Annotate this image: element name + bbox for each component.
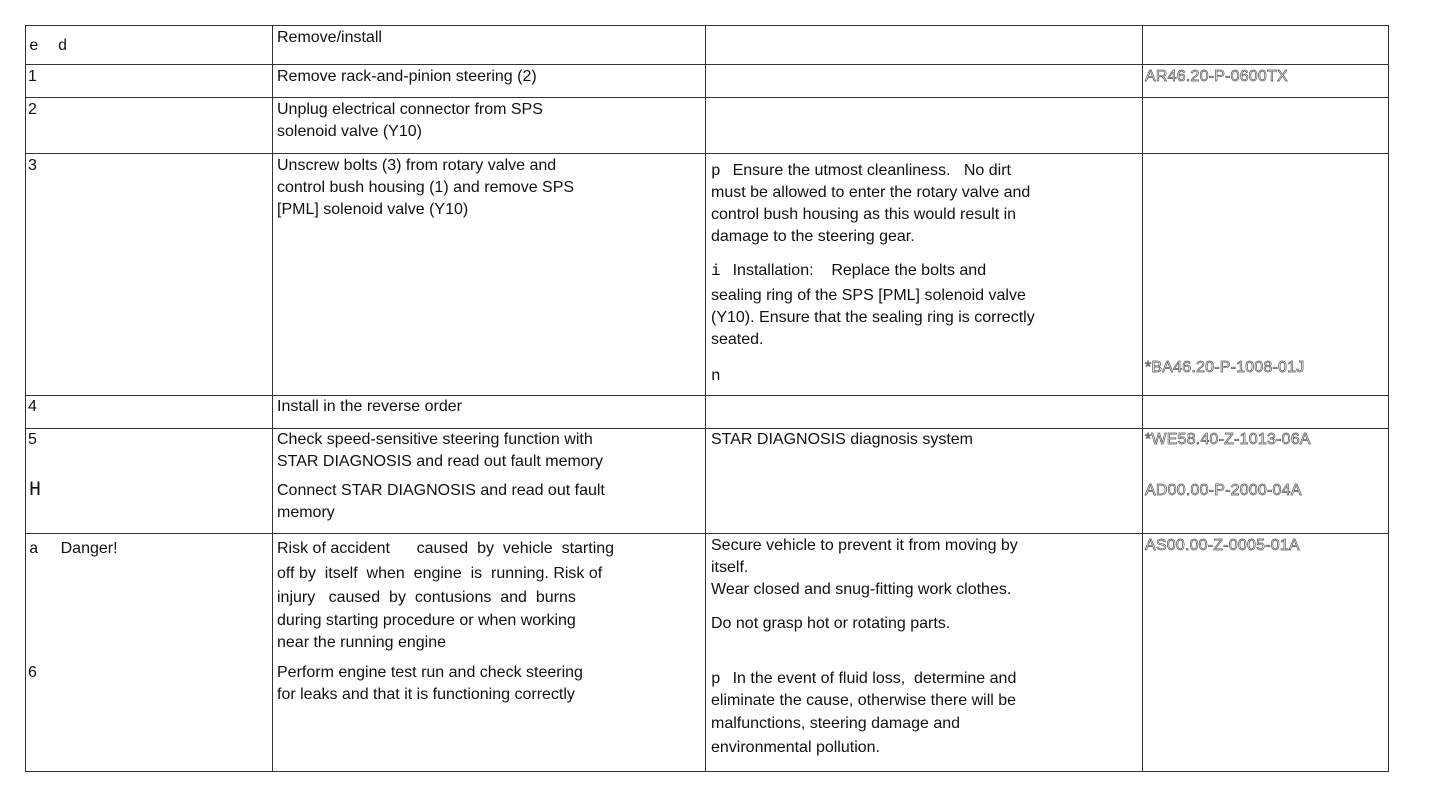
note-text: Installation: Replace the bolts and (732, 262, 987, 279)
note-text: sealing ring of the SPS [PML] solenoid valve (711, 287, 1026, 304)
danger-label: Danger! (60, 540, 118, 557)
safety-measure: Secure vehicle to prevent it from moving by (711, 537, 1018, 554)
note-text: damage to the steering gear. (711, 228, 915, 245)
step-number: 2 (28, 101, 37, 118)
hint-icon: H (29, 479, 42, 502)
step-action: Install in the reverse order (277, 398, 462, 415)
row-divider (25, 64, 1389, 65)
caution-icon: p (711, 670, 721, 688)
note-cleanliness (711, 160, 1011, 182)
danger-icon: a (29, 540, 39, 558)
procedure-table (25, 25, 1389, 772)
note-text: control bush housing as this would result in (711, 206, 1017, 223)
step-action-line: Unplug electrical connector from SPS (277, 101, 543, 118)
step-action-line: Connect STAR DIAGNOSIS and read out fault (277, 482, 605, 499)
step-action-line: [PML] solenoid valve (Y10) (277, 201, 469, 218)
step-action-line: memory (277, 504, 335, 521)
row-divider (25, 97, 1389, 98)
step-action-line: control bush housing (1) and remove SPS (277, 179, 575, 196)
special-tool: STAR DIAGNOSIS diagnosis system (711, 431, 973, 448)
column-divider (272, 25, 273, 772)
row-divider (25, 395, 1389, 396)
step-number: 3 (28, 157, 37, 174)
step-action-line: Unscrew bolts (3) from rotary valve and (277, 157, 557, 174)
document-reference: AR46.20-P-0600TX (1145, 68, 1288, 85)
safety-measure: itself. (711, 559, 749, 576)
step-action-line: Perform engine test run and check steering (277, 664, 583, 681)
note-text: Ensure the utmost cleanliness. No dirt (732, 162, 1011, 179)
step-number: 1 (28, 68, 37, 85)
tightening-torque-icon: n (711, 367, 721, 385)
step-action: Remove rack-and-pinion steering (2) (277, 68, 537, 85)
document-reference: AD00.00-P-2000-04A (1145, 482, 1302, 499)
note-text: environmental pollution. (711, 739, 880, 756)
note-text: malfunctions, steering damage and (711, 715, 961, 732)
note-text: eliminate the cause, otherwise there will be (711, 692, 1017, 709)
note-installation (711, 260, 986, 282)
risk-text: off by itself when engine is running. Risk of (277, 565, 603, 582)
step-number: 5 (28, 431, 37, 448)
note-text: must be allowed to enter the rotary valve and (711, 184, 1031, 201)
header-symbols: e d (29, 37, 68, 55)
safety-measure: Wear closed and snug-fitting work clothes. (711, 581, 1012, 598)
column-divider (1142, 25, 1143, 772)
safety-measure: Do not grasp hot or rotating parts. (711, 615, 951, 632)
step-number: 4 (28, 398, 37, 415)
header-title: Remove/install (277, 29, 382, 46)
row-divider (25, 533, 1389, 534)
row-divider (25, 153, 1389, 154)
caution-icon: p (711, 162, 721, 180)
table-border (25, 25, 1389, 772)
document-reference: AS00.00-Z-0005-01A (1145, 537, 1300, 554)
risk-text: Risk of accident caused by vehicle starting (277, 540, 615, 557)
info-icon: i (711, 262, 721, 280)
risk-text: during starting procedure or when working (277, 612, 576, 629)
step-action-line: solenoid valve (Y10) (277, 123, 422, 140)
risk-text: near the running engine (277, 634, 447, 651)
danger-warning (29, 538, 118, 560)
note-text: seated. (711, 331, 764, 348)
step-action-line: for leaks and that it is functioning correctly (277, 686, 575, 703)
step-action-line: Check speed-sensitive steering function with (277, 431, 593, 448)
note-text: (Y10). Ensure that the sealing ring is correctly (711, 309, 1035, 326)
note-fluid-loss (711, 668, 1016, 690)
step-number: 6 (28, 664, 37, 681)
document-reference: *WE58.40-Z-1013-06A (1145, 431, 1311, 448)
note-text: In the event of fluid loss, determine and (732, 670, 1017, 687)
step-action-line: STAR DIAGNOSIS and read out fault memory (277, 453, 604, 470)
risk-text: injury caused by contusions and burns (277, 589, 576, 606)
document-reference: *BA46.20-P-1008-01J (1145, 359, 1305, 376)
column-divider (705, 25, 706, 772)
